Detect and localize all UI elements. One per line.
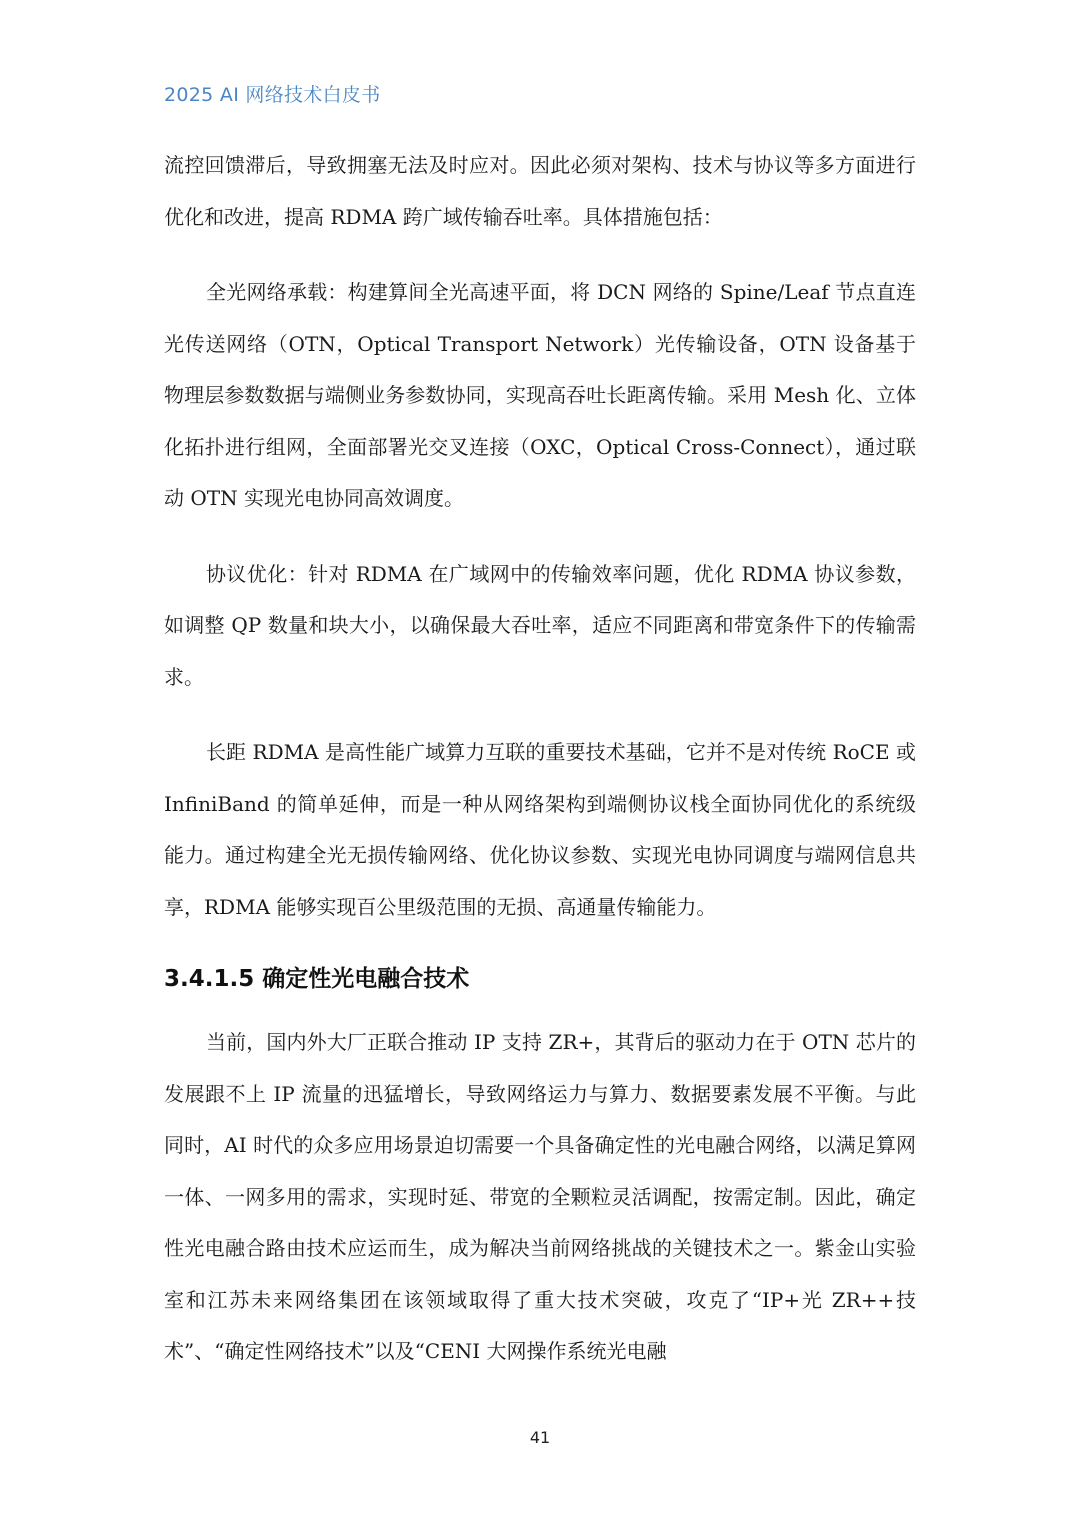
page-header: 2025 AI 网络技术白皮书 <box>164 84 381 106</box>
section-heading: 3.4.1.5 确定性光电融合技术 <box>164 966 470 992</box>
page-body <box>164 140 916 1402</box>
paragraph-continuation: 流控回馈滞后，导致拥塞无法及时应对。因此必须对架构、技术与协议等多方面进行优化和改进，提高 RDMA 跨广域传输吞吐率。具体措施包括： <box>164 153 916 229</box>
paragraph-all-optical: 全光网络承载：构建算间全光高速平面，将 DCN 网络的 Spine/Leaf 节点直连光传送网络（OTN，Optical Transport Network）光传输设备，OTN 设备基于物理层参数数据与端侧业务参数协同，实现高吞吐长距离传输。采用 Mesh 化、立体化拓扑进行组网，全面部署光交叉连接（OXC，Optical Cross-Connect），通过联动 OTN 实现光电协同高效调度。 <box>164 280 916 510</box>
page-number: 41 <box>529 1428 551 1447</box>
paragraph-long-distance-rdma: 长距 RDMA 是高性能广域算力互联的重要技术基础，它并不是对传统 RoCE 或 InfiniBand 的简单延伸，而是一种从网络架构到端侧协议栈全面协同优化的系统级能力。通过构建全光无损传输网络、优化协议参数、实现光电协同调度与端网信息共享，RDMA 能够实现百公里级范围的无损、高通量传输能力。 <box>164 740 916 919</box>
paragraph-protocol-optimization: 协议优化：针对 RDMA 在广域网中的传输效率问题，优化 RDMA 协议参数，如调整 QP 数量和块大小，以确保最大吞吐率，适应不同距离和带宽条件下的传输需求。 <box>164 561 916 689</box>
paragraph-deterministic-optoelectronic: 当前，国内外大厂正联合推动 IP 支持 ZR+，其背后的驱动力在于 OTN 芯片的发展跟不上 IP 流量的迅猛增长，导致网络运力与算力、数据要素发展不平衡。与此同时，AI 时代的众多应用场景迫切需要一个具备确定性的光电融合网络，以满足算网一体、一网多用的需求，实现时延、带宽的全颗粒灵活调配，按需定制。因此，确定性光电融合路由技术应运而生，成为解决当前网络挑战的关键技术之一。紫金山实验室和江苏未来网络集团在该领域取得了重大技术突破，攻克了“IP+光 ZR++技术”、“确定性网络技术”以及“CENI 大网操作系统光电融 <box>164 1030 916 1363</box>
